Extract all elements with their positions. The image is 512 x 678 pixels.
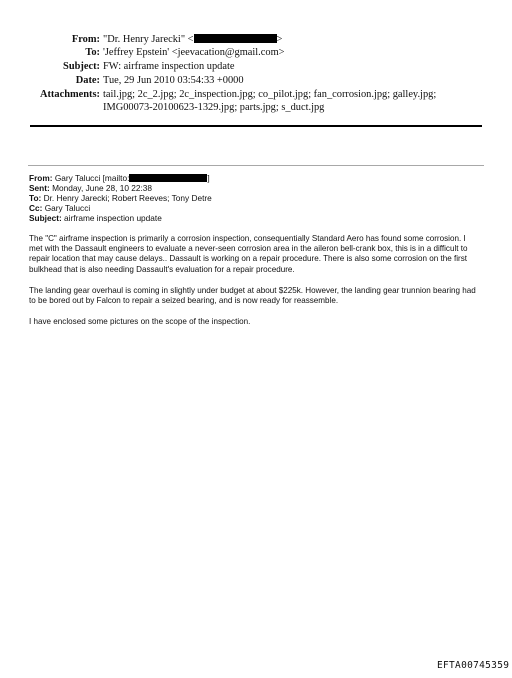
header-date-value: Tue, 29 Jun 2010 03:54:33 +0000	[103, 75, 244, 86]
forward-cc-label: Cc:	[29, 203, 43, 213]
header-subject-label: Subject:	[63, 61, 100, 72]
body-paragraph-1: The "C" airframe inspection is primarily a corrosion inspection, consequentially Standard Aero has found some corrosion. I met with the Dassault engineers to evaluate a never-seen corrosion area in the aileron bell-crank box, this is in a difficult to repair location that may cause delays.. Dassault is working on a repair procedure. There is also some corrosion on the first bulkhead that is also needing Dassault's evaluation for a repair procedure.	[29, 234, 468, 274]
body-paragraph-2: The landing gear overhaul is coming in slightly under budget at about $225k. However, the landing gear trunnion bearing had to be bored out by Falcon to repair a seized bearing, and is now ready for reassemble.	[29, 286, 476, 306]
header-from-label: From:	[71, 34, 100, 45]
bates-number: EFTA00745359	[437, 660, 510, 671]
header-attachments-label: Attachments:	[39, 89, 100, 100]
forward-to-value: Dr. Henry Jarecki; Robert Reeves; Tony Detre	[43, 193, 212, 203]
forward-from-label: From:	[29, 173, 53, 183]
forward-subject-value: airframe inspection update	[64, 213, 162, 223]
header-to-value: 'Jeffrey Epstein' <jeevacation@gmail.com>	[103, 47, 285, 58]
forward-sent-label: Sent:	[29, 183, 50, 193]
forward-sent-row	[29, 183, 152, 193]
header-attachments-value: tail.jpg; 2c_2.jpg; 2c_inspection.jpg; co_pilot.jpg; fan_corrosion.jpg; galley.jpg; IMG00073-20100623-1329.jpg; parts.jpg; s_duct.jpg	[103, 89, 437, 113]
forward-divider	[28, 165, 484, 166]
header-from-value: "Dr. Henry Jarecki" < >	[103, 34, 283, 45]
header-divider	[30, 125, 482, 127]
forward-to-label: To:	[29, 193, 42, 203]
redaction-block	[194, 34, 277, 43]
forward-to-row	[29, 193, 212, 203]
forward-from-value: Gary Talucci [mailto: ]	[54, 173, 210, 183]
forward-from-row	[29, 173, 210, 183]
forward-cc-value: Gary Talucci	[44, 203, 91, 213]
forward-cc-row	[29, 203, 90, 213]
header-subject-value: FW: airframe inspection update	[103, 61, 235, 72]
forward-subject-label: Subject:	[29, 213, 62, 223]
body-paragraph-3: I have enclosed some pictures on the scope of the inspection.	[29, 317, 251, 326]
header-date-label: Date:	[75, 75, 100, 86]
forward-sent-value: Monday, June 28, 10 22:38	[52, 183, 153, 193]
redaction-block	[129, 174, 207, 182]
header-to-label: To:	[85, 47, 100, 58]
forward-subject-row	[29, 213, 162, 223]
